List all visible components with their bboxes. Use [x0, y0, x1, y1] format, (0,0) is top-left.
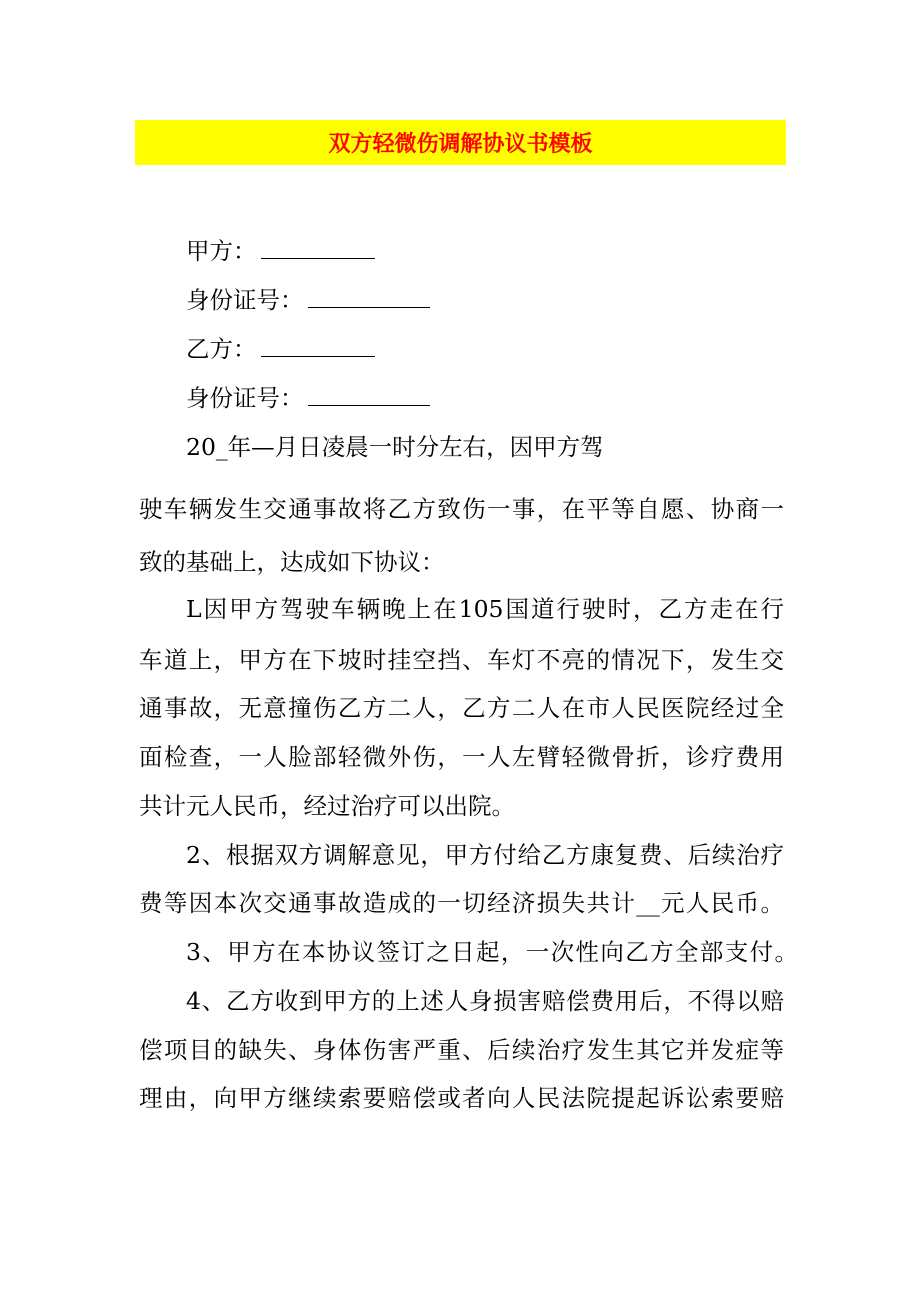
body-line: 面检查，一人脸部轻微外伤，一人左臂轻微骨折，诊疗费用: [139, 743, 784, 771]
body-line: 通事故，无意撞伤乙方二人，乙方二人在市人民医院经过全: [139, 694, 784, 722]
party-b-label: 乙方：: [186, 335, 257, 363]
party-a-id-blank: [308, 285, 430, 308]
party-b-id-field: [186, 383, 430, 413]
body-line: 费等因本次交通事故造成的一切经济损失共计__元人民币。: [139, 889, 784, 917]
party-b-blank: [261, 334, 375, 357]
party-a-label: 甲方：: [186, 237, 257, 265]
body-line: 致的基础上，达成如下协议：: [139, 548, 445, 576]
body-line: 4、乙方收到甲方的上述人身损害赔偿费用后，不得以赔: [186, 987, 784, 1015]
body-line: 2、根据双方调解意见，甲方付给乙方康复费、后续治疗: [186, 841, 784, 869]
party-b-id-blank: [308, 383, 430, 406]
body-line: 3、甲方在本协议签订之日起，一次性向乙方全部支付。: [186, 938, 798, 966]
body-line: 共计元人民币，经过治疗可以出院。: [139, 792, 515, 820]
body-line: 车道上，甲方在下坡时挂空挡、车灯不亮的情况下，发生交: [139, 646, 784, 674]
party-b-field: [186, 334, 375, 364]
document-title: 双方轻微伤调解协议书模板: [328, 132, 593, 157]
body-line: 20_年—月日凌晨一时分左右，因甲方驾: [186, 433, 604, 461]
party-a-blank: [261, 236, 375, 259]
body-line: L因甲方驾驶车辆晚上在105国道行驶时，乙方走在行: [186, 595, 784, 623]
party-b-id-label: 身份证号：: [186, 384, 304, 412]
body-line: 理由，向甲方继续索要赔偿或者向人民法院提起诉讼索要赔: [139, 1084, 784, 1112]
party-a-field: [186, 236, 375, 266]
body-line: 偿项目的缺失、身体伤害严重、后续治疗发生其它并发症等: [139, 1036, 784, 1064]
body-line: 驶车辆发生交通事故将乙方致伤一事，在平等自愿、协商一: [139, 495, 784, 523]
party-a-id-label: 身份证号：: [186, 286, 304, 314]
party-a-id-field: [186, 285, 430, 315]
title-banner: [135, 120, 786, 165]
